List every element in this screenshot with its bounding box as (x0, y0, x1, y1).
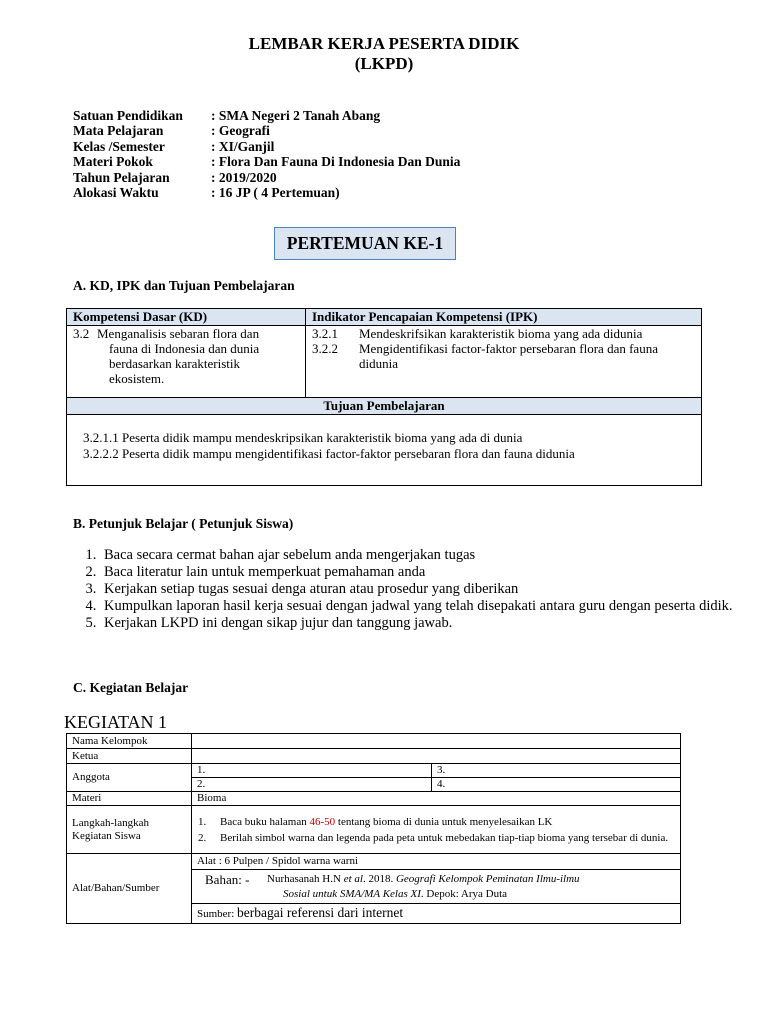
kd-header-cell (67, 309, 305, 325)
table-row (67, 806, 681, 854)
instructions-list (60, 547, 740, 632)
ipk-text: Mengidentifikasi factor-faktor persebaran flora dan fauna (359, 341, 658, 356)
ipk-header-cell (306, 309, 701, 325)
identity-info (73, 108, 460, 200)
langkah-step: 2. Berilah simbol warna dan legenda pada peta untuk mebedakan tiap-tiap bioma yang tersebar di dunia. (198, 831, 669, 844)
section-c-heading: C. Kegiatan Belajar (73, 680, 189, 695)
kd-header: Kompetensi Dasar (KD) (73, 309, 208, 324)
anggota-field-2[interactable]: 2. (192, 778, 432, 792)
divider (67, 414, 701, 415)
list-item: 3. Kerjakan setiap tugas sesuai denga aturan atau prosedur yang diberikan (100, 581, 740, 598)
tujuan-list (83, 430, 693, 462)
page-subtitle: (LKPD) (354, 54, 414, 73)
meeting-banner: PERTEMUAN KE-1 (274, 227, 456, 260)
table-row (67, 854, 681, 870)
sumber-label: Sumber: (197, 908, 238, 920)
ipk-number: 3.2.2 (312, 341, 338, 356)
materi-label: Materi (67, 792, 192, 806)
page-range: 46-50 (309, 815, 336, 828)
kegiatan-title: KEGIATAN 1 (64, 712, 168, 732)
alat-value: Alat : 6 Pulpen / Spidol warna warni (192, 854, 681, 870)
list-item: 1. Baca secara cermat bahan ajar sebelum anda mengerjakan tugas (100, 547, 740, 564)
table-row (67, 734, 681, 749)
ketua-field[interactable] (192, 749, 681, 764)
langkah-steps (192, 806, 681, 854)
anggota-field-3[interactable]: 3. (432, 764, 681, 778)
list-item: 2. Baca literatur lain untuk memperkuat pemahaman anda (100, 564, 740, 581)
page-title: LEMBAR KERJA PESERTA DIDIK (248, 34, 520, 53)
bahan-reference: Nurhasanah H.N et al. 2018. Geografi Kelompok Peminatan Ilmu-ilmu Sosial untuk SMA/MA Kelas XI. Depok: Arya Duta (267, 872, 580, 900)
section-a-heading: A. KD, IPK dan Tujuan Pembelajaran (73, 278, 295, 293)
ipk-text: didunia (359, 356, 398, 371)
table-row (67, 749, 681, 764)
info-row-satuan: Satuan Pendidikan : SMA Negeri 2 Tanah Abang (73, 108, 381, 123)
kd-text: Menganalisis sebaran flora dan fauna di Indonesia dan dunia berdasarkan karakteristik ekosistem. (97, 326, 260, 386)
bahan-cell (192, 870, 681, 904)
nama-kelompok-label: Nama Kelompok (67, 734, 192, 749)
anggota-field-4[interactable]: 4. (432, 778, 681, 792)
sumber-value: berbagai referensi dari internet (237, 905, 404, 920)
tujuan-item: 3.2.1.1 Peserta didik mampu mendeskripsikan karakteristik bioma yang ada di dunia (83, 430, 523, 445)
info-row-kelas: Kelas /Semester : XI/Ganjil (73, 138, 275, 154)
info-row-mapel: Mata Pelajaran : Geografi (73, 123, 270, 139)
langkah-step: 1. Baca buku halaman 46-50 tentang bioma di dunia untuk menyelesaikan LK (198, 815, 553, 828)
sumber-cell (192, 904, 681, 924)
alat-label: Alat/Bahan/Sumber (67, 854, 192, 924)
section-b-heading: B. Petunjuk Belajar ( Petunjuk Siswa) (73, 516, 294, 531)
tujuan-item: 3.2.2.2 Peserta didik mampu mengidentifikasi factor-faktor persebaran flora dan fauna didunia (83, 446, 575, 461)
activity-table (66, 733, 681, 924)
table-row (67, 792, 681, 806)
bahan-label: Bahan: - (205, 871, 250, 887)
ipk-header: Indikator Pencapaian Kompetensi (IPK) (312, 309, 538, 324)
list-item: 4. Kumpulkan laporan hasil kerja sesuai dengan jadwal yang telah disepakati antara guru dengan peserta didik. (100, 598, 740, 615)
info-row-materi: Materi Pokok : Flora Dan Fauna Di Indonesia Dan Dunia (73, 154, 461, 170)
ipk-text: Mendeskrifsikan karakteristik bioma yang ada didunia (359, 326, 643, 341)
table-row (67, 764, 681, 778)
kd-number: 3.2 (73, 326, 90, 341)
divider (305, 309, 306, 397)
info-row-alokasi: Alokasi Waktu : 16 JP ( 4 Pertemuan) (73, 185, 340, 201)
list-item: 5. Kerjakan LKPD ini dengan sikap jujur dan tanggung jawab. (100, 615, 740, 632)
kd-table (66, 308, 702, 486)
tujuan-header: Tujuan Pembelajaran (67, 398, 701, 414)
nama-kelompok-field[interactable] (192, 734, 681, 749)
ketua-label: Ketua (67, 749, 192, 764)
materi-value: Bioma (192, 792, 681, 806)
info-row-tahun: Tahun Pelajaran : 2019/2020 (73, 169, 277, 185)
langkah-label: Langkah-langkah Kegiatan Siswa (67, 806, 192, 854)
ipk-number: 3.2.1 (312, 326, 338, 341)
anggota-label: Anggota (67, 764, 192, 792)
anggota-field-1[interactable]: 1. (192, 764, 432, 778)
